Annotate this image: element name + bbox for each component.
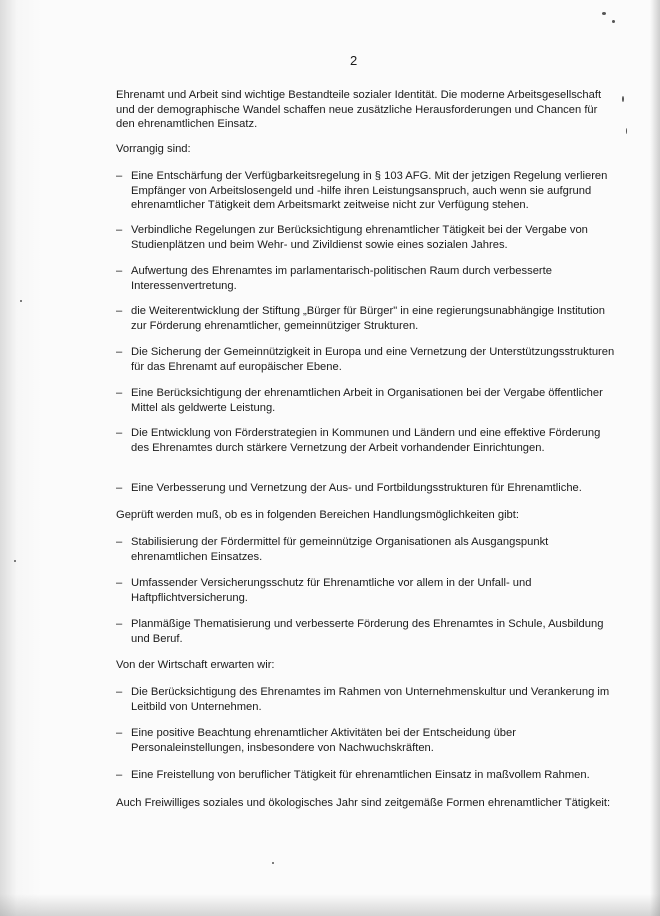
intro-paragraph: Ehrenamt und Arbeit sind wichtige Bestandteile sozialer Identität. Die moderne Arbeitsgesellschaft und der demographische Wandel schaffen neue zusätzliche Herausforderungen und Chancen für den ehrenamtlichen Einsatz. bbox=[116, 89, 602, 130]
bullet-dash: – bbox=[116, 305, 123, 317]
bullet-dash: – bbox=[116, 482, 123, 494]
list-item bbox=[116, 481, 616, 496]
list-item bbox=[116, 768, 616, 783]
list-item bbox=[116, 617, 616, 646]
list-item-text: Aufwertung des Ehrenamtes im parlamentarisch-politischen Raum durch verbesserte Interessenvertretung. bbox=[131, 265, 552, 292]
list-item bbox=[116, 386, 616, 415]
list-item bbox=[116, 223, 616, 252]
bullet-dash: – bbox=[116, 727, 123, 739]
list-item-text: Stabilisierung der Fördermittel für gemeinnützige Organisationen als Ausgangspunkt ehrenamtlichen Einsatzes. bbox=[131, 536, 549, 563]
section-heading-vorrangig: Vorrangig sind: bbox=[116, 143, 191, 155]
list-item bbox=[116, 264, 616, 293]
list-item-text: Verbindliche Regelungen zur Berücksichtigung ehrenamtlicher Tätigkeit bei der Vergabe von Studienplätzen und beim Wehr- und Zivildienst sowie eines sozialen Jahres. bbox=[131, 224, 588, 251]
section-heading-wirtschaft: Von der Wirtschaft erwarten wir: bbox=[116, 659, 275, 671]
section-heading-gepruft: Geprüft werden muß, ob es in folgenden Bereichen Handlungsmöglichkeiten gibt: bbox=[116, 509, 519, 521]
list-item bbox=[116, 685, 616, 714]
list-item-text: Die Entwicklung von Förderstrategien in Kommunen und Ländern und eine effektive Förderung des Ehrenamtes durch stärkere Vernetzung der Arbeit vorhandender Einrichtungen. bbox=[131, 427, 601, 454]
list-item-text: Eine Berücksichtigung der ehrenamtlichen Arbeit in Organisationen bei der Vergabe öffentlicher Mittel als geldwerte Leistung. bbox=[131, 387, 603, 414]
list-item bbox=[116, 426, 616, 455]
bullet-dash: – bbox=[116, 224, 123, 236]
bullet-dash: – bbox=[116, 686, 123, 698]
list-item-text: Umfassender Versicherungsschutz für Ehrenamtliche vor allem in der Unfall- und Haftpflichtversicherung. bbox=[131, 577, 532, 604]
bullet-dash: – bbox=[116, 387, 123, 399]
list-item-text: Eine Entschärfung der Verfügbarkeitsregelung in § 103 AFG. Mit der jetzigen Regelung verlieren Empfänger von Arbeitslosengeld und -hilfe ihren Leistungsanspruch, auch wenn sie aufgrund ehrenamtlicher Tätigkeit dem Arbeitsmarkt zeitweise nicht zur Verfügung stehen. bbox=[131, 170, 608, 211]
page-number: 2 bbox=[350, 53, 358, 68]
list-item bbox=[116, 576, 616, 605]
list-item-text: die Weiterentwicklung der Stiftung „Bürger für Bürger" in eine regierungsunabhängige Institution zur Förderung ehrenamtlicher, gemeinnütziger Strukturen. bbox=[131, 305, 605, 332]
bullet-dash: – bbox=[116, 427, 123, 439]
list-item bbox=[116, 169, 616, 213]
list-item bbox=[116, 535, 616, 564]
bullet-dash: – bbox=[116, 769, 123, 781]
list-item bbox=[116, 345, 616, 374]
list-item bbox=[116, 726, 616, 755]
closing-paragraph: Auch Freiwilliges soziales und ökologisches Jahr sind zeitgemäße Formen ehrenamtlicher Tätigkeit: bbox=[116, 797, 611, 809]
list-item-text: Planmäßige Thematisierung und verbesserte Förderung des Ehrenamtes in Schule, Ausbildung und Beruf. bbox=[131, 618, 604, 645]
bullet-dash: – bbox=[116, 170, 123, 182]
list-item-text: Die Sicherung der Gemeinnützigkeit in Europa und eine Vernetzung der Unterstützungsstrukturen für das Ehrenamt auf europäischer Ebene. bbox=[131, 346, 615, 373]
list-item-text: Eine positive Beachtung ehrenamtlicher Aktivitäten bei der Entscheidung über Personaleinstellungen, insbesondere von Nachwuchskräften. bbox=[131, 727, 516, 754]
list-item-text: Eine Freistellung von beruflicher Tätigkeit für ehrenamtlichen Einsatz in maßvollem Rahmen. bbox=[131, 769, 590, 781]
list-item-text: Die Berücksichtigung des Ehrenamtes im Rahmen von Unternehmenskultur und Verankerung im Leitbild von Unternehmen. bbox=[131, 686, 610, 713]
bullet-dash: – bbox=[116, 618, 123, 630]
bullet-dash: – bbox=[116, 536, 123, 548]
bullet-dash: – bbox=[116, 346, 123, 358]
bullet-dash: – bbox=[116, 265, 123, 277]
bullet-dash: – bbox=[116, 577, 123, 589]
list-item bbox=[116, 304, 616, 333]
list-item-text: Eine Verbesserung und Vernetzung der Aus- und Fortbildungsstrukturen für Ehrenamtliche. bbox=[131, 482, 582, 494]
